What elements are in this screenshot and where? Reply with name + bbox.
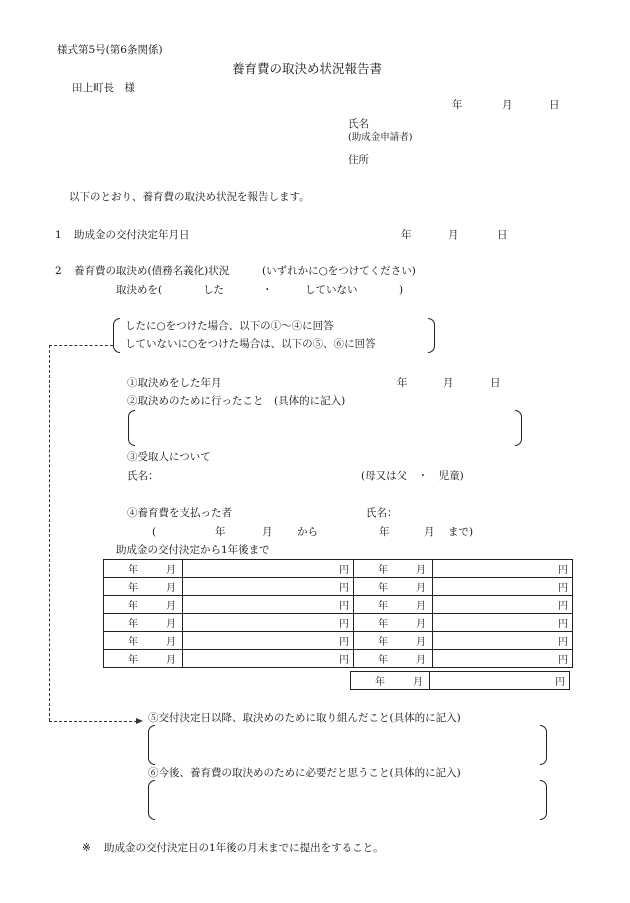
footnote-text: 助成金の交付決定日の1年後の月末までに提出をすること。	[104, 842, 384, 854]
month-label: 月	[416, 619, 426, 630]
right-year-month-cell[interactable]	[354, 596, 433, 614]
section2-note: (いずれかに○をつけてください)	[262, 265, 416, 277]
right-year-month-cell[interactable]	[354, 578, 433, 596]
month-label: 月	[416, 637, 426, 648]
month-label: 月	[416, 583, 426, 594]
right-year-month-cell[interactable]	[354, 560, 433, 578]
left-amount-cell[interactable]	[183, 650, 354, 668]
left-amount-cell[interactable]	[183, 596, 354, 614]
section2-number: 2	[55, 265, 62, 277]
applicant-name-sublabel: (助成金申請者)	[348, 132, 413, 143]
q5-answer-bracket-left[interactable]	[148, 725, 155, 765]
q4-period-open: (	[152, 526, 157, 538]
choice-prefix: 取決めを(	[116, 284, 163, 296]
table-caption: 助成金の交付決定から1年後まで	[116, 544, 270, 556]
year-label: 年	[378, 637, 388, 648]
right-amount-cell[interactable]	[433, 596, 573, 614]
applicant-address-label: 住所	[348, 154, 369, 166]
yen-label: 円	[558, 655, 568, 666]
section1-year: 年	[401, 229, 412, 241]
q4-start-month: 月	[262, 526, 273, 538]
yen-label: 円	[558, 565, 568, 576]
q1-label: ①取決めをした年月	[127, 377, 222, 389]
connector-top-line	[49, 345, 113, 346]
table-row	[104, 578, 573, 596]
year-label: 年	[378, 619, 388, 630]
left-year-month-cell[interactable]	[104, 596, 183, 614]
left-year-month-cell[interactable]	[104, 614, 183, 632]
yen-label: 円	[558, 601, 568, 612]
left-amount-cell[interactable]	[183, 632, 354, 650]
q2-answer-bracket-left[interactable]	[128, 410, 135, 446]
left-year-month-cell[interactable]	[104, 632, 183, 650]
month-label: 月	[413, 677, 423, 688]
year-label: 年	[128, 565, 138, 576]
year-label: 年	[128, 601, 138, 612]
instruction-line1: したに○をつけた場合、以下の①～④に回答	[125, 320, 334, 332]
q5-answer-bracket-right[interactable]	[540, 725, 547, 765]
year-label: 年	[378, 565, 388, 576]
table-row	[104, 596, 573, 614]
yen-label: 円	[339, 619, 349, 630]
left-amount-cell[interactable]	[183, 578, 354, 596]
instruction-bracket-left	[113, 318, 120, 353]
q3-label: ③受取人について	[127, 451, 211, 463]
section2-label: 養育費の取決め(債務名義化)状況	[74, 265, 230, 277]
yen-label: 円	[339, 601, 349, 612]
yen-label: 円	[558, 619, 568, 630]
q3-relation: (母又は父 ・ 児童)	[361, 470, 464, 482]
q1-year: 年	[397, 377, 408, 389]
right-amount-cell[interactable]	[433, 632, 573, 650]
q2-answer-bracket-right[interactable]	[515, 410, 522, 446]
year-label: 年	[378, 655, 388, 666]
q4-name-label: 氏名：	[366, 507, 398, 519]
yen-label: 円	[555, 677, 565, 688]
right-amount-cell[interactable]	[433, 614, 573, 632]
q4-start-year: 年	[215, 526, 226, 538]
month-label: 月	[416, 565, 426, 576]
amount-cell[interactable]	[430, 672, 570, 690]
q4-end-year: 年	[379, 526, 390, 538]
month-label: 月	[416, 655, 426, 666]
month-label: 月	[166, 655, 176, 666]
date-month-label: 月	[502, 99, 513, 111]
right-year-month-cell[interactable]	[354, 614, 433, 632]
right-amount-cell[interactable]	[433, 650, 573, 668]
addressee: 田上町長 様	[72, 82, 135, 94]
q2-label: ②取決めのために行ったこと (具体的に記入)	[127, 395, 346, 407]
choice-done[interactable]: した	[203, 284, 224, 296]
right-amount-cell[interactable]	[433, 560, 573, 578]
yen-label: 円	[339, 583, 349, 594]
connector-vertical-line	[49, 345, 50, 721]
month-label: 月	[166, 619, 176, 630]
year-month-cell[interactable]	[351, 672, 430, 690]
form-title: 養育費の取決め状況報告書	[232, 61, 383, 76]
q3-name-label: 氏名：	[127, 470, 159, 482]
payment-table-extra	[350, 671, 570, 690]
q6-label: ⑥今後、養育費の取決めのために必要だと思うこと(具体的に記入)	[148, 767, 461, 779]
table-row	[104, 560, 573, 578]
q4-from: から	[297, 526, 318, 538]
yen-label: 円	[339, 655, 349, 666]
left-amount-cell[interactable]	[183, 560, 354, 578]
left-year-month-cell[interactable]	[104, 560, 183, 578]
year-label: 年	[128, 619, 138, 630]
section1-month: 月	[448, 229, 459, 241]
q1-day: 日	[490, 377, 501, 389]
q4-until: まで)	[448, 526, 474, 538]
month-label: 月	[166, 637, 176, 648]
yen-label: 円	[558, 637, 568, 648]
q4-label: ④養育費を支払った者	[127, 507, 232, 519]
year-label: 年	[375, 677, 385, 688]
year-label: 年	[378, 583, 388, 594]
year-label: 年	[128, 583, 138, 594]
year-label: 年	[128, 637, 138, 648]
date-day-label: 日	[549, 99, 560, 111]
q4-end-month: 月	[424, 526, 435, 538]
yen-label: 円	[339, 637, 349, 648]
month-label: 月	[416, 601, 426, 612]
q5-label: ⑤交付決定日以降、取決めのために取り組んだこと(具体的に記入)	[148, 712, 461, 724]
date-year-label: 年	[452, 99, 463, 111]
right-year-month-cell[interactable]	[354, 632, 433, 650]
month-label: 月	[166, 583, 176, 594]
left-year-month-cell[interactable]	[104, 650, 183, 668]
yen-label: 円	[339, 565, 349, 576]
payment-table	[103, 559, 573, 668]
table-row	[351, 672, 570, 690]
connector-arrow-icon	[136, 718, 143, 724]
instruction-line2: していないに○をつけた場合は、以下の⑤、⑥に回答	[125, 338, 376, 350]
table-row	[104, 614, 573, 632]
right-year-month-cell[interactable]	[354, 650, 433, 668]
left-amount-cell[interactable]	[183, 614, 354, 632]
yen-label: 円	[558, 583, 568, 594]
section1-label: 助成金の交付決定年月日	[74, 229, 190, 241]
q1-month: 月	[443, 377, 454, 389]
choice-close: )	[399, 284, 404, 296]
right-amount-cell[interactable]	[433, 578, 573, 596]
choice-separator: ・	[262, 284, 273, 296]
table-row	[104, 632, 573, 650]
applicant-name-label: 氏名	[348, 118, 369, 130]
year-label: 年	[378, 601, 388, 612]
table-row	[104, 650, 573, 668]
form-number: 様式第5号(第6条関係)	[57, 44, 163, 56]
intro-text: 以下のとおり、養育費の取決め状況を報告します。	[69, 191, 310, 203]
connector-bottom-line	[49, 721, 137, 722]
footnote-mark: ※	[82, 842, 91, 854]
choice-not-done[interactable]: していない	[305, 284, 358, 296]
q6-answer-bracket-right[interactable]	[540, 780, 547, 820]
section1-number: 1	[55, 229, 62, 241]
section1-day: 日	[497, 229, 508, 241]
q6-answer-bracket-left[interactable]	[148, 780, 155, 820]
month-label: 月	[166, 601, 176, 612]
left-year-month-cell[interactable]	[104, 578, 183, 596]
year-label: 年	[128, 655, 138, 666]
month-label: 月	[166, 565, 176, 576]
instruction-bracket-right	[428, 318, 435, 353]
